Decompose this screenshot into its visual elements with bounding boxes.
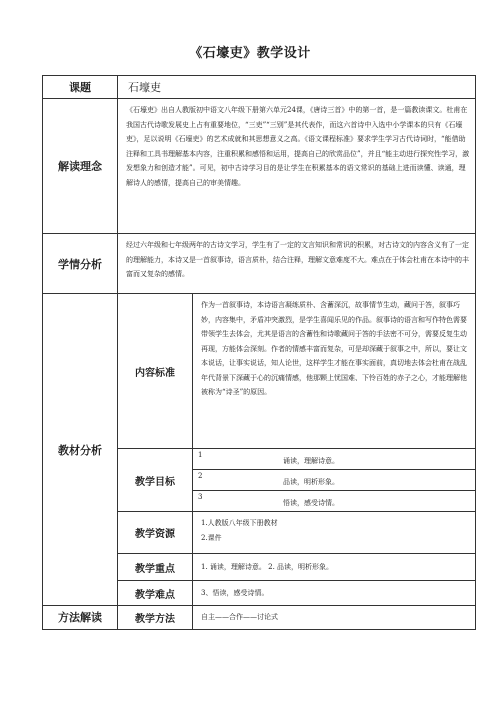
method-label: 方法解读 <box>43 606 118 630</box>
key-points-label: 教学重点 <box>118 554 193 581</box>
content-standard-text: 作为一首叙事诗，本诗语言凝练质朴、含蓄深沉，故事情节生动，藏问于答，叙事巧妙，内容集中，矛盾冲突激烈，是学生喜闻乐见的作品。叙事诗的语言和写作特色需要带领学生去体会，尤其是语言的含蓄性和诗歌藏问于答的手法密不可分，需要反复生动再现，方能体会深刻。作者的情感丰富而复杂，可是却深藏于叙事之中，所以，要让文本说话，让事实说话，知人论世，这样学生才能在事实面前，真切地去体会杜甫在战乱年代背景下深藏于心的沉痛情感，他那颗上忧国难、下怜百姓的赤子之心，才能理解他被称为“诗圣”的原因。 <box>193 294 476 449</box>
topic-row <box>43 76 476 99</box>
student-analysis-row <box>43 234 476 294</box>
interpretation-label: 解读理念 <box>43 99 118 234</box>
goal-item <box>193 470 475 491</box>
student-analysis-label: 学情分析 <box>43 234 118 294</box>
topic-value: 石壕吏 <box>118 76 476 99</box>
resource-item: 1.人教版八年级下册教材 <box>201 519 278 527</box>
goal-number: 3 <box>198 493 203 501</box>
difficulties-text: 3、悟读，感受诗情。 <box>193 581 476 606</box>
method-row <box>43 606 476 630</box>
goal-text: 品读，明析形象。 <box>283 478 339 486</box>
student-analysis-text: 经过六年级和七年级两年的古诗文学习，学生有了一定的文言知识和常识的积累，对古诗文的内容含义有了一定的理解能力，本诗又是一首叙事诗，语言质朴，结合注释，理解文意难度不大。难点在于体会杜甫在本诗中的丰富而又复杂的感情。 <box>118 234 476 294</box>
goal-item <box>193 491 475 511</box>
key-points-text: 1. 诵读，理解诗意。 2. 品读，明析形象。 <box>193 554 476 581</box>
page-title: 《石壕吏》教学设计 <box>189 46 311 61</box>
content-standard-row <box>43 294 476 449</box>
material-analysis-label: 教材分析 <box>43 294 118 606</box>
goal-number: 2 <box>198 472 203 480</box>
goal-item <box>193 449 475 470</box>
interpretation-row <box>43 99 476 234</box>
resources-list <box>193 512 476 554</box>
topic-label: 课题 <box>43 76 118 99</box>
interpretation-text: 《石壕吏》出自人教版初中语文八年级下册第六单元24课，《唐诗三首》中的第一首，是一篇教读课文。杜甫在我国古代诗歌发展史上占有重要地位，“三吏”“三别”是其代表作，而这六首诗中入选中小学课本的只有《石壕吏》，足以说明《石壕吏》的艺术成就和其思想意义之高。《语文课程标准》要求学生学习古代诗词时，“能借助注释和工具书理解基本内容，注重积累和感悟和运用，提高自己的欣赏品位”，并且“能主动进行探究性学习，激发想象力和创造才能”。可见，初中古诗学习目的是让学生在积累基本的语文常识的基础上进而读懂、读通，理解诗人的感情，提高自己的审美情趣。 <box>118 99 476 234</box>
method-sub-label: 教学方法 <box>118 606 193 630</box>
method-text: 自主——合作——讨论式 <box>193 606 476 630</box>
resources-label: 教学资源 <box>118 512 193 554</box>
goals-label: 教学目标 <box>118 449 193 512</box>
goal-number: 1 <box>198 451 203 459</box>
content-standard-label: 内容标准 <box>118 294 193 449</box>
goal-text: 诵读，理解诗意。 <box>283 457 339 465</box>
resource-item: 2.课件 <box>201 533 222 542</box>
lesson-plan-table <box>42 75 476 630</box>
goal-text: 悟读，感受诗情。 <box>283 499 339 507</box>
difficulties-label: 教学难点 <box>118 581 193 606</box>
goals-list <box>193 449 476 512</box>
